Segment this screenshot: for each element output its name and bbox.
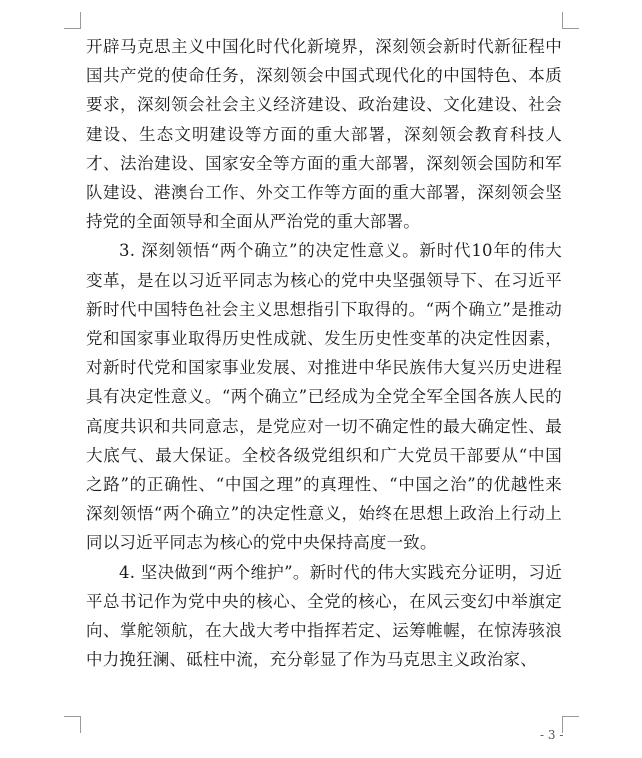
document-body (86, 32, 562, 674)
paragraph: 4. 坚决做到“两个维护”。新时代的伟大实践充分证明，习近平总书记作为党中央的核心、全党的核心，在风云变幻中举旗定向、掌舵领航，在大战大考中指挥若定、运筹帷幄，在惊涛骇浪中力挽狂澜、砥柱中流，充分彰显了作为马克思主义政治家、 (86, 562, 562, 670)
corner-mark-top-right (562, 12, 579, 29)
corner-mark-top-left (64, 12, 81, 29)
corner-mark-bottom-right (562, 716, 579, 733)
paragraph: 3. 深刻领悟“两个确立”的决定性意义。新时代10年的伟大变革，是在以习近平同志为核心的党中央坚强领导下、在习近平新时代中国特色社会主义思想指引下取得的。“两个确立”是推动党和国家事业取得历史性成就、发生历史性变革的决定性因素，对新时代党和国家事业发展、对推进中华民族伟大复兴历史进程具有决定性意义。“两个确立”已经成为全党全军全国各族人民的高度共识和共同意志，是党应对一切不确定性的最大确定性、最大底气、最大保证。全校各级党组织和广大党员干部要从“中国之路”的正确性、“中国之理”的真理性、“中国之治”的优越性来深刻领悟“两个确立”的决定性意义，始终在思想上政治上行动上同以习近平同志为核心的党中央保持高度一致。 (86, 241, 562, 553)
corner-mark-bottom-left (64, 716, 81, 733)
paragraph: 开辟马克思主义中国化时代化新境界，深刻领会新时代新征程中国共产党的使命任务，深刻领会中国式现代化的中国特色、本质要求，深刻领会社会主义经济建设、政治建设、文化建设、社会建设、生态文明建设等方面的重大部署，深刻领会教育科技人才、法治建设、国家安全等方面的重大部署，深刻领会国防和军队建设、港澳台工作、外交工作等方面的重大部署，深刻领会坚持党的全面领导和全面从严治党的重大部署。 (86, 37, 562, 232)
page-number: - 3 - (540, 728, 564, 742)
